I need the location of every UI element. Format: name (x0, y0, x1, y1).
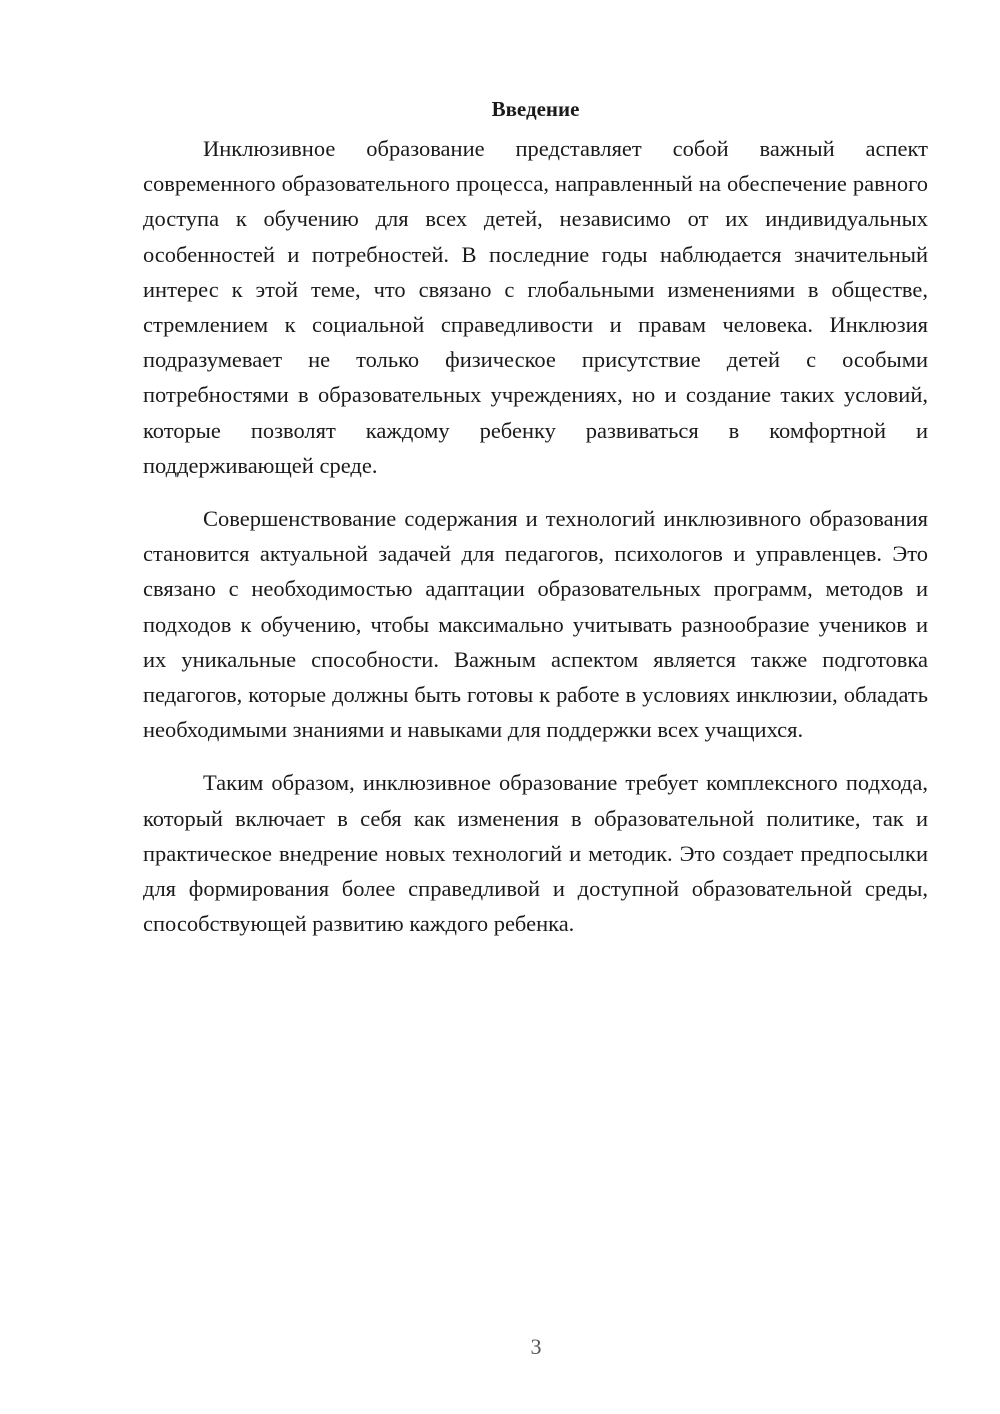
paragraph-3: Таким образом, инклюзивное образование требует комплексного подхода, который включает в себя как изменения в образовательной политике, так и практическое внедрение новых технологий и методик. Это создает предпосылки для формирования более справедливой и доступной образовательной среды, способствующей развитию каждого ребенка. (143, 770, 928, 937)
paragraph-2: Совершенствование содержания и технологий инклюзивного образования становится актуальной задачей для педагогов, психологов и управленцев. Это связано с необходимостью адаптации образовательных программ, методов и подходов к обучению, чтобы максимально учитывать разнообразие учеников и их уникальные способности. Важным аспектом является также подготовка педагогов, которые должны быть готовы к работе в условиях инклюзии, обладать необходимыми знаниями и навыками для поддержки всех учащихся. (143, 506, 928, 743)
page-content (143, 92, 928, 959)
page-number: 3 (530, 1334, 542, 1359)
paragraph-1: Инклюзивное образование представляет собой важный аспект современного образовательного процесса, направленный на обеспечение равного доступа к обучению для всех детей, независимо от их индивидуальных особенностей и потребностей. В последние годы наблюдается значительный интерес к этой теме, что связано с глобальными изменениями в обществе, стремлением к социальной справедливости и правам человека. Инклюзия подразумевает не только физическое присутствие детей с особыми потребностями в образовательных учреждениях, но и создание таких условий, которые позволят каждому ребенку развиваться в комфортной и поддерживающей среде. (143, 136, 928, 478)
section-title: Введение (491, 97, 580, 121)
